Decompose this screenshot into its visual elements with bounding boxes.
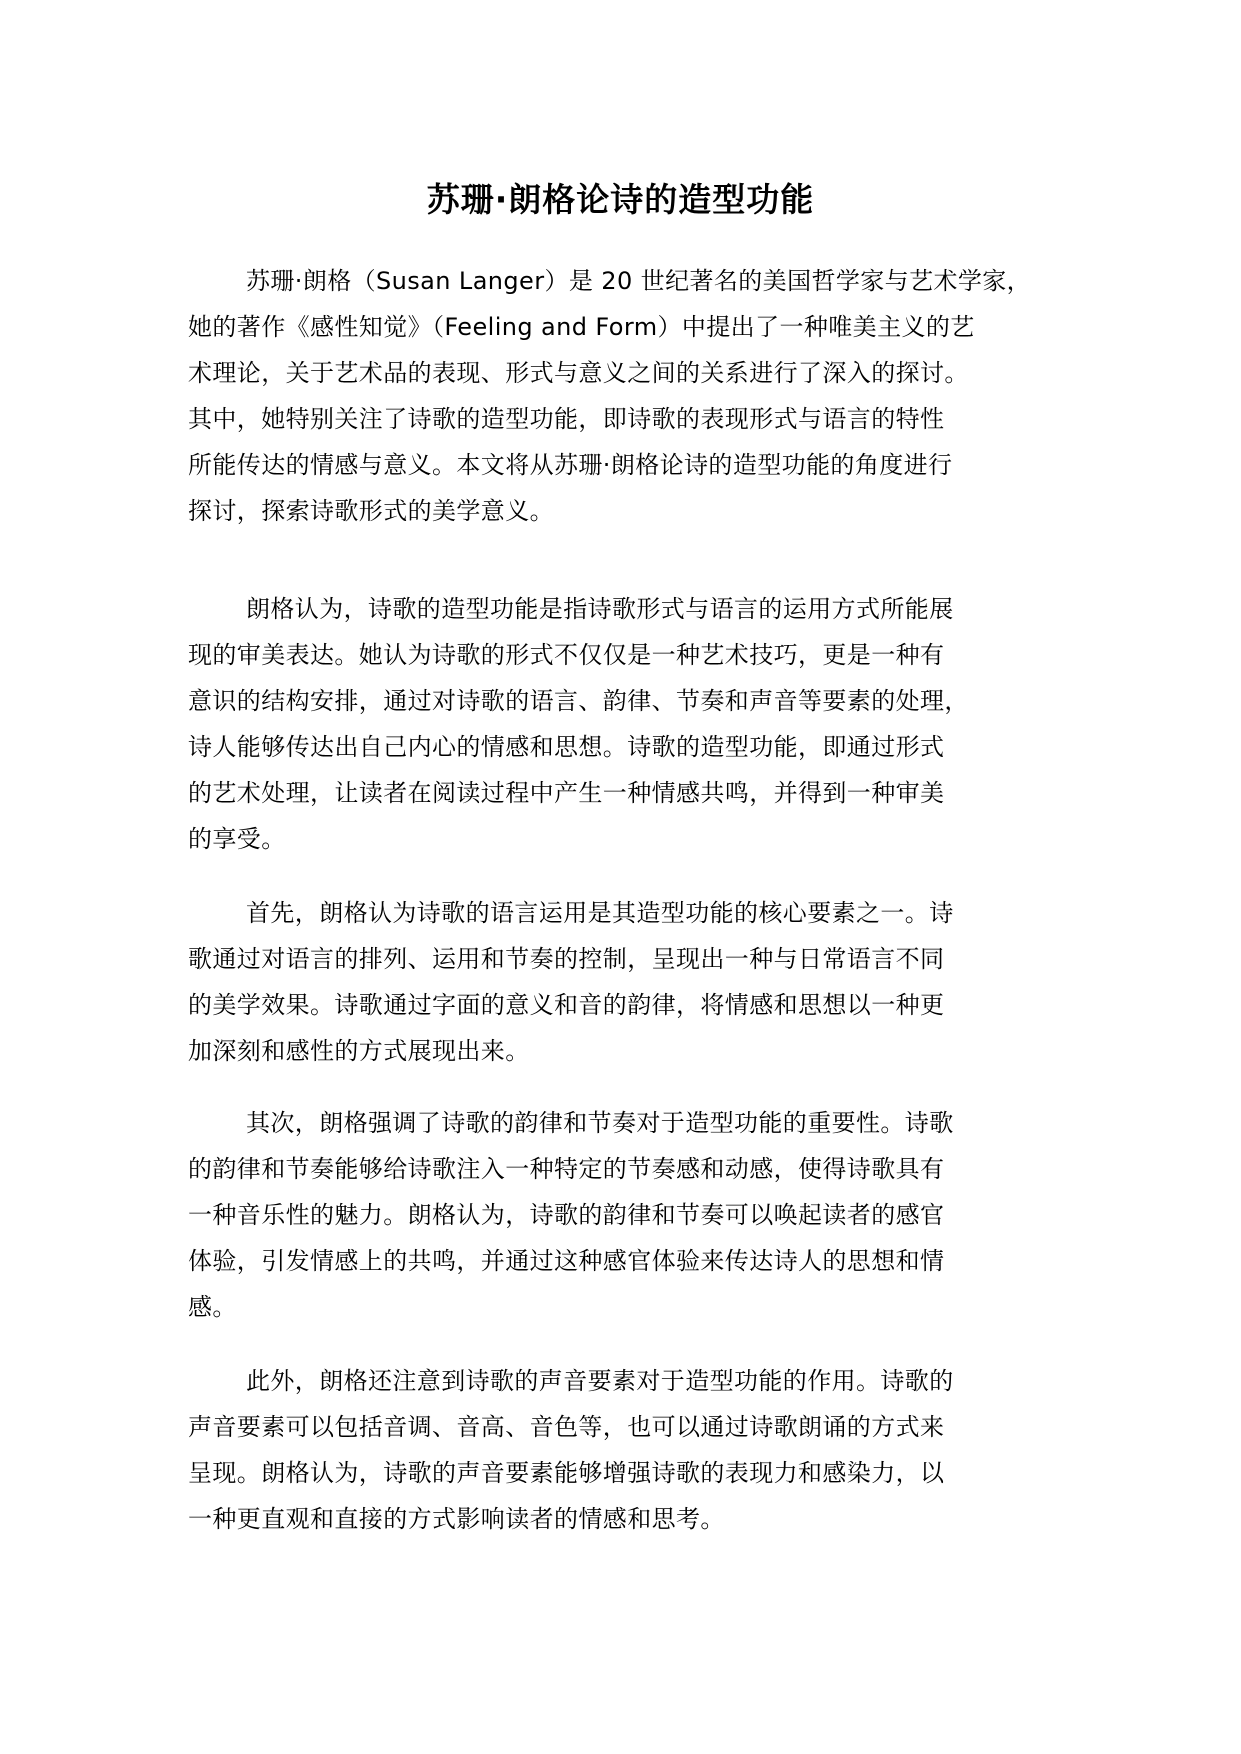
paragraph-2 [188, 586, 969, 862]
paragraph-line: 朗格认为，诗歌的造型功能是指诗歌形式与语言的运用方式所能展 [246, 595, 954, 623]
paragraph-line: 的享受。 [188, 825, 286, 853]
paragraph-line: 现的审美表达。她认为诗歌的形式不仅仅是一种艺术技巧，更是一种有 [188, 641, 945, 669]
paragraph-line: 的韵律和节奏能够给诗歌注入一种特定的节奏感和动感，使得诗歌具有 [188, 1155, 945, 1183]
paragraph-line: 意识的结构安排，通过对诗歌的语言、韵律、节奏和声音等要素的处理， [188, 687, 969, 715]
paragraph-line: 首先，朗格认为诗歌的语言运用是其造型功能的核心要素之一。诗 [246, 899, 954, 927]
paragraph-line: 体验，引发情感上的共鸣，并通过这种感官体验来传达诗人的思想和情 [188, 1247, 945, 1275]
paragraph-line: 的美学效果。诗歌通过字面的意义和音的韵律，将情感和思想以一种更 [188, 991, 945, 1019]
paragraph-line: 此外，朗格还注意到诗歌的声音要素对于造型功能的作用。诗歌的 [246, 1367, 954, 1395]
document-title: 苏珊·朗格论诗的造型功能 [426, 180, 815, 219]
paragraph-line: 其次，朗格强调了诗歌的韵律和节奏对于造型功能的重要性。诗歌 [246, 1109, 954, 1137]
paragraph-line: 加深刻和感性的方式展现出来。 [188, 1037, 530, 1065]
paragraph-3 [188, 890, 954, 1074]
paragraph-1 [188, 258, 1031, 534]
paragraph-line: 诗人能够传达出自己内心的情感和思想。诗歌的造型功能，即通过形式 [188, 733, 945, 761]
paragraph-line: 术理论，关于艺术品的表现、形式与意义之间的关系进行了深入的探讨。 [188, 359, 969, 387]
paragraph-line: 一种更直观和直接的方式影响读者的情感和思考。 [188, 1505, 725, 1533]
paragraph-line: 歌通过对语言的排列、运用和节奏的控制，呈现出一种与日常语言不同 [188, 945, 945, 973]
paragraph-4 [188, 1100, 954, 1330]
paragraph-line: 声音要素可以包括音调、音高、音色等，也可以通过诗歌朗诵的方式来 [188, 1413, 945, 1441]
paragraph-line: 一种音乐性的魅力。朗格认为，诗歌的韵律和节奏可以唤起读者的感官 [188, 1201, 945, 1229]
paragraph-line: 的艺术处理，让读者在阅读过程中产生一种情感共鸣，并得到一种审美 [188, 779, 945, 807]
paragraph-line: 感。 [188, 1293, 237, 1321]
paragraph-line: 呈现。朗格认为，诗歌的声音要素能够增强诗歌的表现力和感染力，以 [188, 1459, 945, 1487]
paragraph-line: 她的著作《感性知觉》（Feeling and Form）中提出了一种唯美主义的艺 [188, 313, 975, 341]
paragraph-5 [188, 1358, 954, 1542]
paragraph-line: 苏珊·朗格（Susan Langer）是 20 世纪著名的美国哲学家与艺术学家， [246, 267, 1032, 295]
paragraph-line: 探讨，探索诗歌形式的美学意义。 [188, 497, 554, 525]
paragraph-line: 所能传达的情感与意义。本文将从苏珊·朗格论诗的造型功能的角度进行 [188, 451, 953, 479]
paragraph-line: 其中，她特别关注了诗歌的造型功能，即诗歌的表现形式与语言的特性 [188, 405, 945, 433]
